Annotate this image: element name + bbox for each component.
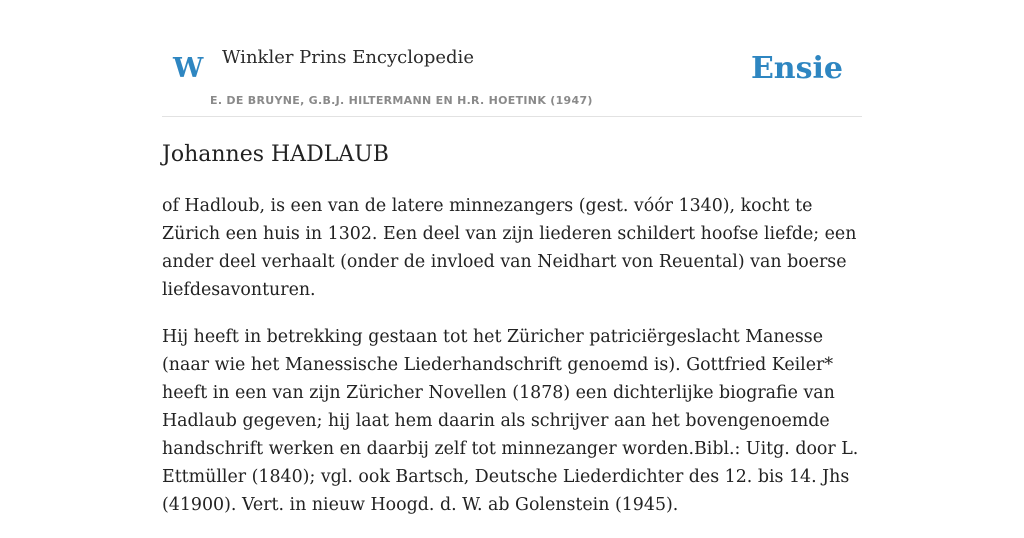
winkler-prins-logo[interactable]: W: [173, 53, 204, 84]
entry-body: [162, 192, 862, 538]
source-title[interactable]: Winkler Prins Encyclopedie: [222, 47, 474, 68]
page-header: [162, 0, 862, 117]
entry-paragraph: of Hadloub, is een van de latere minnezangers (gest. vóór 1340), kocht te Zürich een huis in 1302. Een deel van zijn liederen schildert hoofse liefde; een ander deel verhaalt (onder de invloed van Neidhart von Reuental) van boerse liefdesavonturen.: [162, 196, 857, 300]
entry-paragraph: Hij heeft in betrekking gestaan tot het Züricher patriciërgeslacht Manesse (naar wie het Manessische Liederhandschrift genoemd is). Gottfried Keiler* heeft in een van zijn Züricher Novellen (1878) een dichterlijke biografie van Hadlaub gegeven; hij laat hem daarin als schrijver aan het bovengenoemde handschrift werken en daarbij zelf tot minnezanger worden.Bibl.: Uitg. door L. Ettmüller (1840); vgl. ook Bartsch, Deutsche Liederdichter des 12. bis 14. Jhs (41900). Vert. in nieuw Hoogd. d. W. ab Golenstein (1945).: [162, 327, 859, 515]
source-authors: E. DE BRUYNE, G.B.J. HILTERMANN EN H.R. HOETINK (1947): [210, 94, 593, 107]
entry-title: Johannes HADLAUB: [162, 142, 389, 167]
ensie-logo[interactable]: Ensie: [750, 51, 843, 86]
page: [162, 0, 862, 515]
